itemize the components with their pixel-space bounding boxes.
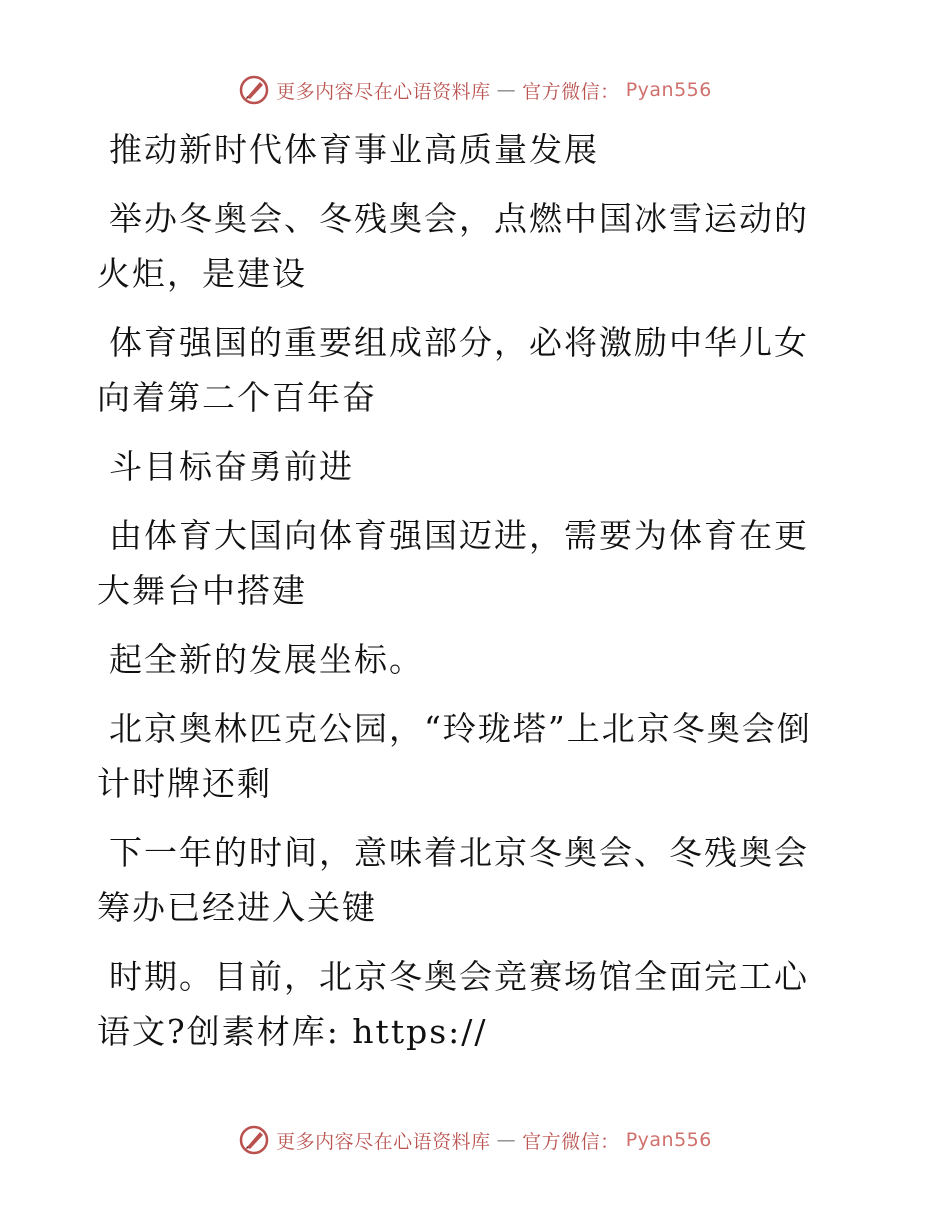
- paragraph: 举办冬奥会、冬残奥会，点燃中国冰雪运动的火炬，是建设: [97, 199, 809, 293]
- banner-brand-text: 更多内容尽在心语资料库: [276, 1130, 491, 1153]
- banner-separator: —: [496, 1129, 517, 1151]
- banner-separator: —: [496, 79, 517, 101]
- paragraph: 时期。目前，北京冬奥会竞赛场馆全面完工心语文?创素材库: https://: [97, 957, 809, 1051]
- paragraph: 起全新的发展坐标。: [109, 640, 424, 679]
- quill-pen-logo-icon: [238, 74, 270, 106]
- paragraph: 推动新时代体育事业高质量发展: [109, 130, 599, 169]
- document-body: [97, 122, 837, 1073]
- banner-wechat-id: Pyan556: [625, 1129, 712, 1151]
- banner-wechat-id: Pyan556: [625, 79, 712, 101]
- banner-suffix: 官方微信：: [522, 1130, 620, 1153]
- quill-pen-logo-icon: [238, 1124, 270, 1156]
- paragraph: 下一年的时间，意味着北京冬奥会、冬残奥会筹办已经进入关键: [97, 833, 809, 927]
- banner-brand-text: 更多内容尽在心语资料库: [276, 80, 491, 103]
- paragraph: 由体育大国向体育强国迈进，需要为体育在更大舞台中搭建: [97, 516, 809, 610]
- paragraph: 斗目标奋勇前进: [109, 447, 354, 486]
- header-banner: [0, 70, 950, 110]
- footer-banner: [0, 1120, 950, 1160]
- banner-suffix: 官方微信：: [522, 80, 620, 103]
- paragraph: 北京奥林匹克公园，“玲珑塔”上北京冬奥会倒计时牌还剩: [97, 709, 812, 803]
- paragraph: 体育强国的重要组成部分，必将激励中华儿女向着第二个百年奋: [97, 323, 809, 417]
